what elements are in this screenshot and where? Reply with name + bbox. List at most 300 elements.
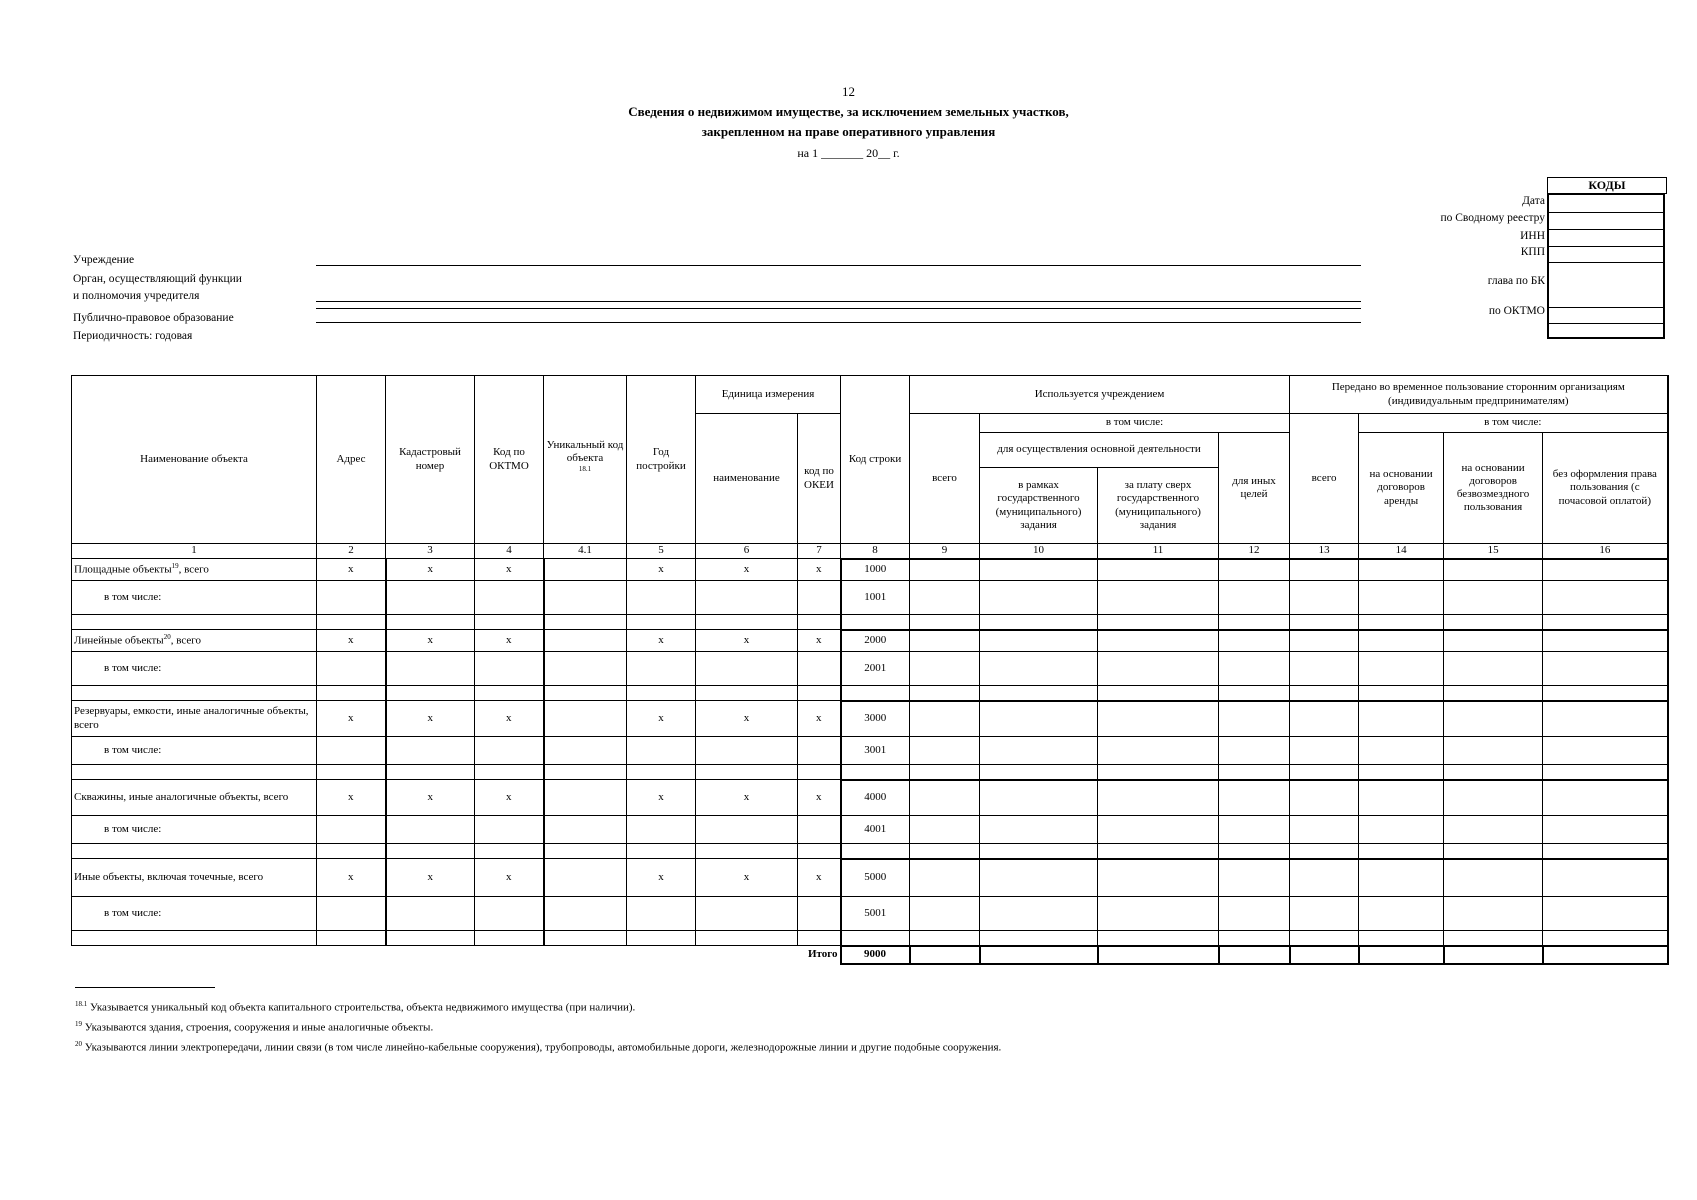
data-cell[interactable] <box>475 737 544 765</box>
data-cell[interactable] <box>910 859 980 897</box>
data-cell[interactable] <box>1543 765 1668 780</box>
footnote-19 <box>75 1020 433 1034</box>
data-cell[interactable] <box>627 615 696 630</box>
data-cell[interactable] <box>841 615 910 630</box>
total-cell[interactable] <box>1098 946 1219 964</box>
data-cell[interactable] <box>627 931 696 946</box>
data-cell[interactable] <box>627 897 696 931</box>
not-applicable-mark: x <box>317 701 386 737</box>
row-name-sup: 20 <box>163 633 171 642</box>
row-name-suffix: , всего <box>170 634 201 647</box>
data-cell[interactable] <box>1359 686 1444 701</box>
data-cell[interactable] <box>1543 701 1668 737</box>
row-name <box>72 559 317 581</box>
data-cell[interactable] <box>1359 844 1444 859</box>
data-cell[interactable] <box>798 844 841 859</box>
data-cell[interactable] <box>627 765 696 780</box>
row-name-text: Площадные объекты <box>74 563 172 576</box>
table-row <box>72 844 1668 859</box>
data-cell[interactable] <box>910 844 980 859</box>
data-cell[interactable] <box>980 701 1098 737</box>
header-year: Год постройки <box>627 376 696 544</box>
data-cell[interactable] <box>1543 686 1668 701</box>
data-cell[interactable] <box>696 897 798 931</box>
total-code: 9000 <box>841 946 910 964</box>
data-cell[interactable] <box>386 737 475 765</box>
total-cell[interactable] <box>910 946 980 964</box>
data-cell[interactable] <box>1444 686 1543 701</box>
data-cell[interactable] <box>1219 652 1290 686</box>
code-cell-inn[interactable] <box>1549 229 1663 247</box>
footnote-sup: 19 <box>75 1020 82 1028</box>
data-cell[interactable] <box>1219 897 1290 931</box>
data-cell[interactable] <box>1444 737 1543 765</box>
data-cell[interactable] <box>980 630 1098 652</box>
not-applicable-mark: x <box>475 859 544 897</box>
table-row <box>72 765 1668 780</box>
data-cell[interactable] <box>1444 859 1543 897</box>
data-cell[interactable] <box>1359 780 1444 816</box>
not-applicable-mark: x <box>798 859 841 897</box>
not-applicable-mark: x <box>798 780 841 816</box>
header-tr-lease: на основании договоров аренды <box>1359 433 1444 544</box>
data-cell[interactable] <box>386 897 475 931</box>
data-cell[interactable] <box>798 615 841 630</box>
data-cell[interactable] <box>1290 844 1359 859</box>
data-cell[interactable] <box>1359 859 1444 897</box>
data-cell[interactable] <box>1098 816 1219 844</box>
data-cell[interactable] <box>544 615 627 630</box>
data-cell[interactable] <box>1543 737 1668 765</box>
form-title-line2: закрепленном на праве оперативного управления <box>701 124 996 139</box>
data-cell[interactable] <box>1359 652 1444 686</box>
data-cell[interactable] <box>1219 701 1290 737</box>
code-cell-bk[interactable] <box>1549 262 1663 308</box>
row-incl-label: в том числе: <box>72 897 317 931</box>
data-cell[interactable] <box>386 686 475 701</box>
data-cell[interactable] <box>980 859 1098 897</box>
data-cell[interactable] <box>1359 897 1444 931</box>
data-cell[interactable] <box>317 816 386 844</box>
col-number: 13 <box>1290 544 1359 559</box>
data-cell[interactable] <box>1290 765 1359 780</box>
not-applicable-mark: x <box>317 559 386 581</box>
data-cell[interactable] <box>317 615 386 630</box>
total-cell[interactable] <box>1359 946 1444 964</box>
total-row <box>72 946 1668 964</box>
header-unit-name: наименование <box>696 414 798 544</box>
data-cell[interactable] <box>1290 615 1359 630</box>
not-applicable-mark: x <box>798 559 841 581</box>
code-label-date: Дата <box>1522 195 1545 207</box>
data-cell[interactable] <box>475 652 544 686</box>
footnote-separator <box>75 987 215 988</box>
data-cell[interactable] <box>1543 931 1668 946</box>
data-cell[interactable] <box>1444 765 1543 780</box>
table-row <box>72 780 1668 816</box>
not-applicable-mark: x <box>627 559 696 581</box>
founder-input-line-2 <box>316 308 1361 309</box>
data-cell[interactable] <box>475 897 544 931</box>
data-cell[interactable] <box>1219 931 1290 946</box>
data-cell[interactable] <box>475 686 544 701</box>
table-row <box>72 859 1668 897</box>
code-label-kpp: КПП <box>1520 246 1545 258</box>
data-cell[interactable] <box>1444 931 1543 946</box>
data-cell[interactable] <box>1290 737 1359 765</box>
data-cell[interactable] <box>980 931 1098 946</box>
header-used-paid: за плату сверх государственного (муниципального) задания <box>1098 468 1219 544</box>
page-number: 12 <box>842 84 855 99</box>
data-cell[interactable] <box>317 652 386 686</box>
data-cell[interactable] <box>317 931 386 946</box>
data-cell[interactable] <box>1290 686 1359 701</box>
data-cell[interactable] <box>475 931 544 946</box>
data-cell[interactable] <box>910 581 980 615</box>
data-cell[interactable] <box>1444 897 1543 931</box>
data-cell[interactable] <box>980 737 1098 765</box>
row-incl-label: в том числе: <box>72 816 317 844</box>
data-cell[interactable] <box>798 686 841 701</box>
not-applicable-mark: x <box>317 630 386 652</box>
data-cell[interactable] <box>841 686 910 701</box>
data-cell[interactable] <box>1543 581 1668 615</box>
data-cell[interactable] <box>1290 630 1359 652</box>
data-cell[interactable] <box>1359 581 1444 615</box>
total-cell[interactable] <box>1219 946 1290 964</box>
table-row <box>72 630 1668 652</box>
data-cell[interactable] <box>544 897 627 931</box>
data-cell[interactable] <box>1290 701 1359 737</box>
data-cell[interactable] <box>798 931 841 946</box>
data-cell[interactable] <box>798 737 841 765</box>
data-cell[interactable] <box>317 737 386 765</box>
data-cell[interactable] <box>980 765 1098 780</box>
data-cell[interactable] <box>317 686 386 701</box>
data-cell[interactable] <box>627 737 696 765</box>
data-cell[interactable] <box>1098 652 1219 686</box>
data-cell[interactable] <box>317 581 386 615</box>
data-cell[interactable] <box>1444 630 1543 652</box>
col-number: 4 <box>475 544 544 559</box>
data-cell[interactable] <box>544 816 627 844</box>
data-cell[interactable] <box>798 581 841 615</box>
row-code: 1000 <box>841 559 910 581</box>
data-cell[interactable] <box>1543 630 1668 652</box>
data-cell[interactable] <box>544 581 627 615</box>
data-cell[interactable] <box>1219 844 1290 859</box>
data-cell[interactable] <box>910 816 980 844</box>
row-code: 5001 <box>841 897 910 931</box>
data-cell[interactable] <box>1444 581 1543 615</box>
data-cell[interactable] <box>910 931 980 946</box>
total-cell[interactable] <box>980 946 1098 964</box>
data-cell[interactable] <box>980 816 1098 844</box>
data-cell[interactable] <box>1219 816 1290 844</box>
not-applicable-mark: x <box>627 859 696 897</box>
not-applicable-mark: x <box>386 630 475 652</box>
data-cell[interactable] <box>1543 652 1668 686</box>
data-cell[interactable] <box>1359 559 1444 581</box>
data-cell[interactable] <box>1219 581 1290 615</box>
data-cell[interactable] <box>1359 931 1444 946</box>
data-cell[interactable] <box>1098 859 1219 897</box>
data-cell[interactable] <box>475 581 544 615</box>
data-cell[interactable] <box>1290 780 1359 816</box>
data-cell[interactable] <box>1098 897 1219 931</box>
data-cell[interactable] <box>696 931 798 946</box>
data-cell[interactable] <box>1098 780 1219 816</box>
data-cell[interactable] <box>317 844 386 859</box>
public-entity-label: Публично-правовое образование <box>73 312 234 324</box>
data-cell[interactable] <box>1359 615 1444 630</box>
form-title-line1: Сведения о недвижимом имуществе, за исключением земельных участков, <box>628 104 1069 119</box>
data-cell[interactable] <box>627 844 696 859</box>
data-cell[interactable] <box>910 686 980 701</box>
header-transferred: Передано во временное пользование сторонним организациям (индивидуальным предпринимателям) <box>1290 376 1668 414</box>
data-cell[interactable] <box>910 630 980 652</box>
data-cell[interactable] <box>1290 559 1359 581</box>
data-cell[interactable] <box>1543 816 1668 844</box>
data-cell[interactable] <box>1219 859 1290 897</box>
data-cell[interactable] <box>386 931 475 946</box>
table-body <box>72 559 1668 964</box>
table-row <box>72 652 1668 686</box>
col-number: 9 <box>910 544 980 559</box>
header-unit-okei: код по ОКЕИ <box>798 414 841 544</box>
data-cell[interactable] <box>544 931 627 946</box>
public-entity-input-line[interactable] <box>316 322 1361 323</box>
data-cell[interactable] <box>544 686 627 701</box>
data-cell[interactable] <box>1444 615 1543 630</box>
code-cell-registry[interactable] <box>1549 212 1663 230</box>
data-cell[interactable] <box>1098 630 1219 652</box>
col-number: 3 <box>386 544 475 559</box>
data-cell[interactable] <box>1359 701 1444 737</box>
data-cell[interactable] <box>386 816 475 844</box>
data-cell[interactable] <box>980 844 1098 859</box>
data-cell[interactable] <box>1444 816 1543 844</box>
institution-input-line[interactable] <box>316 265 1361 266</box>
data-cell[interactable] <box>1290 581 1359 615</box>
data-cell[interactable] <box>1359 630 1444 652</box>
not-applicable-mark: x <box>798 701 841 737</box>
col-number: 2 <box>317 544 386 559</box>
table-row <box>72 686 1668 701</box>
data-cell[interactable] <box>980 780 1098 816</box>
data-cell[interactable] <box>696 686 798 701</box>
data-cell[interactable] <box>980 897 1098 931</box>
data-cell[interactable] <box>696 737 798 765</box>
data-cell[interactable] <box>317 765 386 780</box>
data-cell[interactable] <box>980 652 1098 686</box>
data-cell[interactable] <box>1543 780 1668 816</box>
data-cell[interactable] <box>1098 615 1219 630</box>
header-row-code: Код строки <box>841 376 910 544</box>
total-cell[interactable] <box>1444 946 1543 964</box>
code-cell-kpp[interactable] <box>1549 246 1663 263</box>
data-cell[interactable] <box>386 615 475 630</box>
row-code: 3001 <box>841 737 910 765</box>
data-cell[interactable] <box>72 686 317 701</box>
data-cell[interactable] <box>841 931 910 946</box>
data-cell[interactable] <box>696 652 798 686</box>
total-cell[interactable] <box>1290 946 1359 964</box>
row-incl-label: в том числе: <box>72 652 317 686</box>
row-name <box>72 701 317 737</box>
data-cell[interactable] <box>72 931 317 946</box>
col-number: 12 <box>1219 544 1290 559</box>
data-cell[interactable] <box>475 844 544 859</box>
data-cell[interactable] <box>627 652 696 686</box>
data-cell[interactable] <box>1543 559 1668 581</box>
data-cell[interactable] <box>544 765 627 780</box>
data-cell[interactable] <box>1359 737 1444 765</box>
total-cell[interactable] <box>1543 946 1668 964</box>
data-cell[interactable] <box>910 897 980 931</box>
data-cell[interactable] <box>386 765 475 780</box>
data-cell[interactable] <box>910 559 980 581</box>
data-cell[interactable] <box>72 844 317 859</box>
not-applicable-mark: x <box>317 859 386 897</box>
row-code: 3000 <box>841 701 910 737</box>
data-cell[interactable] <box>798 652 841 686</box>
data-cell[interactable] <box>386 844 475 859</box>
data-cell[interactable] <box>1098 581 1219 615</box>
header-unique-code-text: Уникальный код объекта <box>546 438 624 465</box>
col-number: 11 <box>1098 544 1219 559</box>
data-cell[interactable] <box>475 765 544 780</box>
data-cell[interactable] <box>841 765 910 780</box>
row-name-text: Иные объекты, включая точечные, всего <box>74 870 264 883</box>
data-cell[interactable] <box>1219 559 1290 581</box>
data-cell[interactable] <box>1444 701 1543 737</box>
data-cell[interactable] <box>980 615 1098 630</box>
header-used-total: всего <box>910 414 980 544</box>
data-cell[interactable] <box>1098 559 1219 581</box>
data-cell[interactable] <box>696 581 798 615</box>
data-cell[interactable] <box>1098 765 1219 780</box>
data-cell[interactable] <box>1290 931 1359 946</box>
data-cell[interactable] <box>696 615 798 630</box>
data-cell[interactable] <box>72 615 317 630</box>
header-used-incl: в том числе: <box>980 414 1290 433</box>
not-applicable-mark: x <box>386 780 475 816</box>
data-cell[interactable] <box>798 816 841 844</box>
data-cell[interactable] <box>841 844 910 859</box>
data-cell[interactable] <box>1098 931 1219 946</box>
data-cell[interactable] <box>1444 780 1543 816</box>
data-cell[interactable] <box>1098 701 1219 737</box>
data-cell[interactable] <box>72 765 317 780</box>
data-cell[interactable] <box>544 737 627 765</box>
data-cell[interactable] <box>696 765 798 780</box>
data-cell[interactable] <box>980 686 1098 701</box>
row-incl-label: в том числе: <box>72 581 317 615</box>
data-cell[interactable] <box>1098 737 1219 765</box>
data-cell[interactable] <box>1219 630 1290 652</box>
code-cell-oktmo[interactable] <box>1549 307 1663 324</box>
table-row <box>72 931 1668 946</box>
col-number: 16 <box>1543 544 1668 559</box>
footnote-20 <box>75 1040 1001 1054</box>
not-applicable-mark: x <box>627 701 696 737</box>
header-unique-code <box>544 376 627 544</box>
data-cell <box>544 780 627 816</box>
data-cell[interactable] <box>910 737 980 765</box>
code-label-bk: глава по БК <box>1487 275 1545 287</box>
founder-input-line[interactable] <box>316 301 1361 302</box>
data-cell[interactable] <box>980 581 1098 615</box>
data-cell[interactable] <box>910 615 980 630</box>
data-cell[interactable] <box>1290 859 1359 897</box>
data-cell[interactable] <box>1290 816 1359 844</box>
table-row <box>72 615 1668 630</box>
data-cell[interactable] <box>475 615 544 630</box>
data-cell[interactable] <box>1543 844 1668 859</box>
data-cell[interactable] <box>910 765 980 780</box>
data-cell[interactable] <box>627 581 696 615</box>
data-cell[interactable] <box>544 652 627 686</box>
table-row <box>72 581 1668 615</box>
data-cell[interactable] <box>1543 615 1668 630</box>
data-cell[interactable] <box>910 701 980 737</box>
data-cell[interactable] <box>544 844 627 859</box>
data-cell[interactable] <box>1290 652 1359 686</box>
data-cell[interactable] <box>627 686 696 701</box>
data-cell[interactable] <box>798 765 841 780</box>
row-name-sup: 19 <box>171 562 179 571</box>
data-cell[interactable] <box>1290 897 1359 931</box>
data-cell[interactable] <box>1359 816 1444 844</box>
data-cell[interactable] <box>1444 559 1543 581</box>
data-cell[interactable] <box>1098 844 1219 859</box>
col-number: 10 <box>980 544 1098 559</box>
row-name <box>72 630 317 652</box>
data-cell[interactable] <box>1359 765 1444 780</box>
col-number: 6 <box>696 544 798 559</box>
data-cell[interactable] <box>386 652 475 686</box>
data-cell[interactable] <box>1219 686 1290 701</box>
header-cadastral: Кадастровый номер <box>386 376 475 544</box>
data-cell[interactable] <box>696 844 798 859</box>
data-cell[interactable] <box>910 780 980 816</box>
data-cell[interactable] <box>910 652 980 686</box>
row-incl-label: в том числе: <box>72 737 317 765</box>
data-cell[interactable] <box>386 581 475 615</box>
data-cell[interactable] <box>627 816 696 844</box>
data-cell[interactable] <box>1444 652 1543 686</box>
data-cell[interactable] <box>475 816 544 844</box>
data-cell[interactable] <box>696 816 798 844</box>
row-code: 4000 <box>841 780 910 816</box>
header-used-state-task: в рамках государственного (муниципального) задания <box>980 468 1098 544</box>
data-cell[interactable] <box>980 559 1098 581</box>
data-cell[interactable] <box>798 897 841 931</box>
not-applicable-mark: x <box>627 780 696 816</box>
data-cell[interactable] <box>1219 765 1290 780</box>
data-cell[interactable] <box>317 897 386 931</box>
data-cell[interactable] <box>1219 615 1290 630</box>
data-cell[interactable] <box>1219 780 1290 816</box>
data-cell[interactable] <box>1543 859 1668 897</box>
data-cell[interactable] <box>1219 737 1290 765</box>
data-cell[interactable] <box>1543 897 1668 931</box>
code-cell-date[interactable] <box>1549 195 1663 213</box>
data-cell[interactable] <box>1444 844 1543 859</box>
data-cell[interactable] <box>1098 686 1219 701</box>
column-numbers-row <box>72 544 1668 559</box>
